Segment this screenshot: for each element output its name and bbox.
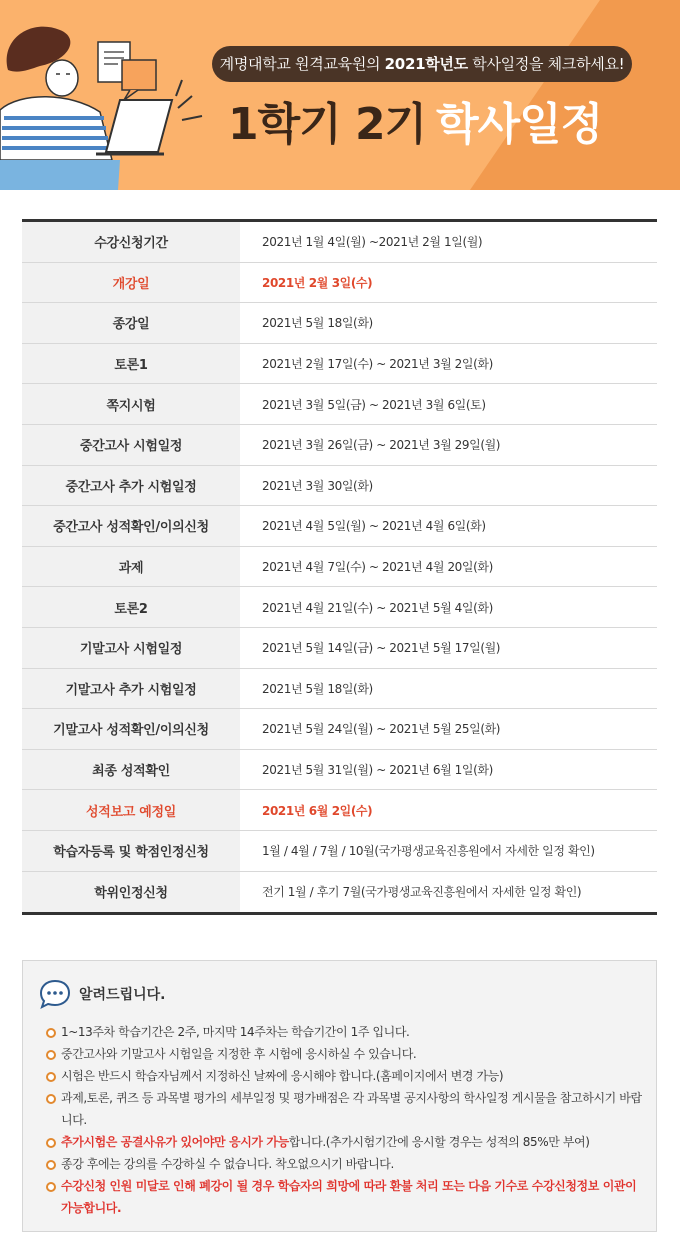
banner-subtitle-post: 학사일정을 체크하세요! [472, 55, 625, 73]
schedule-row-value: 2021년 5월 18일(화) [262, 316, 373, 331]
student-laptop-illustration-icon [0, 0, 230, 190]
schedule-row [22, 547, 657, 588]
schedule-row [22, 872, 657, 913]
schedule-row-value: 2021년 5월 31일(월) ~ 2021년 6월 1일(화) [262, 763, 493, 778]
notice-item [43, 1043, 648, 1065]
speech-bubble-icon [39, 979, 71, 1009]
page-title-schedule: 학사일정 [436, 99, 603, 150]
notice-header [39, 979, 165, 1009]
schedule-row [22, 750, 657, 791]
schedule-row-value: 2021년 6월 2일(수) [262, 803, 373, 818]
schedule-row-value: 2021년 3월 30일(화) [262, 478, 373, 493]
notice-item [43, 1153, 648, 1175]
notice-item [43, 1087, 648, 1131]
schedule-row-label: 학습자등록 및 학점인정신청 [22, 831, 240, 871]
notice-item-emphasis: 추가시험은 공결사유가 있어야만 응시가 가능 [61, 1135, 289, 1149]
schedule-row-value: 2021년 5월 24일(월) ~ 2021년 5월 25일(화) [262, 722, 501, 737]
notice-title: 알려드립니다. [79, 987, 166, 1003]
schedule-row-label: 학위인정신청 [22, 872, 240, 913]
notice-box [22, 960, 657, 1232]
schedule-row-value: 2021년 3월 26일(금) ~ 2021년 3월 29일(월) [262, 438, 501, 453]
notice-item-text: 시험은 반드시 학습자님께서 지정하신 날짜에 응시해야 합니다.(홈페이지에서 변경 가능) [61, 1069, 504, 1083]
notice-item-text: 종강 후에는 강의를 수강하실 수 없습니다. 착오없으시기 바랍니다. [61, 1157, 394, 1171]
schedule-row-label: 개강일 [22, 263, 240, 303]
schedule-row-value: 전기 1월 / 후기 7월(국가평생교육진흥원에서 자세한 일정 확인) [262, 885, 582, 900]
notice-item-text: 수강신청 인원 미달로 인해 폐강이 될 경우 학습자의 희망에 따라 환불 처리 또는 다음 기수로 수강신청정보 이관이 가능합니다. [61, 1179, 637, 1215]
schedule-row-value: 2021년 5월 14일(금) ~ 2021년 5월 17일(월) [262, 641, 501, 656]
schedule-row-value: 2021년 5월 18일(화) [262, 681, 373, 696]
schedule-row-label: 중간고사 시험일정 [22, 425, 240, 465]
schedule-row [22, 628, 657, 669]
schedule-row-label: 최종 성적확인 [22, 750, 240, 790]
notice-item [43, 1175, 648, 1219]
schedule-row-label: 중간고사 추가 시험일정 [22, 466, 240, 506]
schedule-row-value: 2021년 1월 4일(월) ~2021년 2월 1일(월) [262, 235, 483, 250]
notice-item-text: 1~13주차 학습기간은 2주, 마지막 14주차는 학습기간이 1주 입니다. [61, 1025, 410, 1039]
schedule-row-label: 수강신청기간 [22, 222, 240, 262]
schedule-row [22, 303, 657, 344]
schedule-row [22, 263, 657, 304]
page-title-term: 1학기 2기 [228, 99, 427, 150]
schedule-row [22, 425, 657, 466]
banner-subtitle-pre: 계명대학교 원격교육원의 [219, 55, 381, 73]
schedule-row [22, 384, 657, 425]
schedule-row-value: 2021년 2월 17일(수) ~ 2021년 3월 2일(화) [262, 357, 493, 372]
schedule-row [22, 222, 657, 263]
page-title [228, 90, 602, 160]
schedule-row-value: 2021년 3월 5일(금) ~ 2021년 3월 6일(토) [262, 397, 486, 412]
schedule-row-value: 1월 / 4월 / 7월 / 10월(국가평생교육진흥원에서 자세한 일정 확인) [262, 844, 595, 859]
schedule-row [22, 790, 657, 831]
schedule-row-value: 2021년 4월 21일(수) ~ 2021년 5월 4일(화) [262, 600, 493, 615]
notice-item-text: 과제,토론, 퀴즈 등 과목별 평가의 세부일정 및 평가배점은 각 과목별 공지사항의 학사일정 게시물을 참고하시기 바랍니다. [61, 1091, 642, 1127]
schedule-row-label: 중간고사 성적확인/이의신청 [22, 506, 240, 546]
schedule-row [22, 669, 657, 710]
schedule-row-label: 과제 [22, 547, 240, 587]
schedule-row-label: 쪽지시험 [22, 384, 240, 424]
banner-subtitle-year: 2021학년도 [384, 55, 468, 73]
schedule-row-label: 종강일 [22, 303, 240, 343]
schedule-row-label: 기말고사 시험일정 [22, 628, 240, 668]
notice-item [43, 1021, 648, 1043]
schedule-row [22, 344, 657, 385]
schedule-row [22, 466, 657, 507]
schedule-row-value: 2021년 4월 7일(수) ~ 2021년 4월 20일(화) [262, 560, 493, 575]
banner-subtitle [212, 46, 632, 82]
schedule-row-value: 2021년 4월 5일(월) ~ 2021년 4월 6일(화) [262, 519, 486, 534]
schedule-row-label: 기말고사 추가 시험일정 [22, 669, 240, 709]
notice-list [43, 1021, 648, 1219]
schedule-table [22, 219, 657, 915]
schedule-row-label: 토론1 [22, 344, 240, 384]
schedule-row [22, 709, 657, 750]
schedule-row-label: 토론2 [22, 587, 240, 627]
notice-item [43, 1065, 648, 1087]
schedule-row [22, 831, 657, 872]
schedule-row [22, 506, 657, 547]
notice-item-text: 중간고사와 기말고사 시험일을 지정한 후 시험에 응시하실 수 있습니다. [61, 1047, 417, 1061]
schedule-row-label: 성적보고 예정일 [22, 790, 240, 830]
notice-item [43, 1131, 648, 1153]
schedule-row-label: 기말고사 성적확인/이의신청 [22, 709, 240, 749]
notice-item-text: 합니다.(추가시험기간에 응시할 경우는 성적의 85%만 부여) [288, 1135, 590, 1149]
schedule-row-value: 2021년 2월 3일(수) [262, 275, 373, 290]
schedule-row [22, 587, 657, 628]
header-banner [0, 0, 680, 190]
